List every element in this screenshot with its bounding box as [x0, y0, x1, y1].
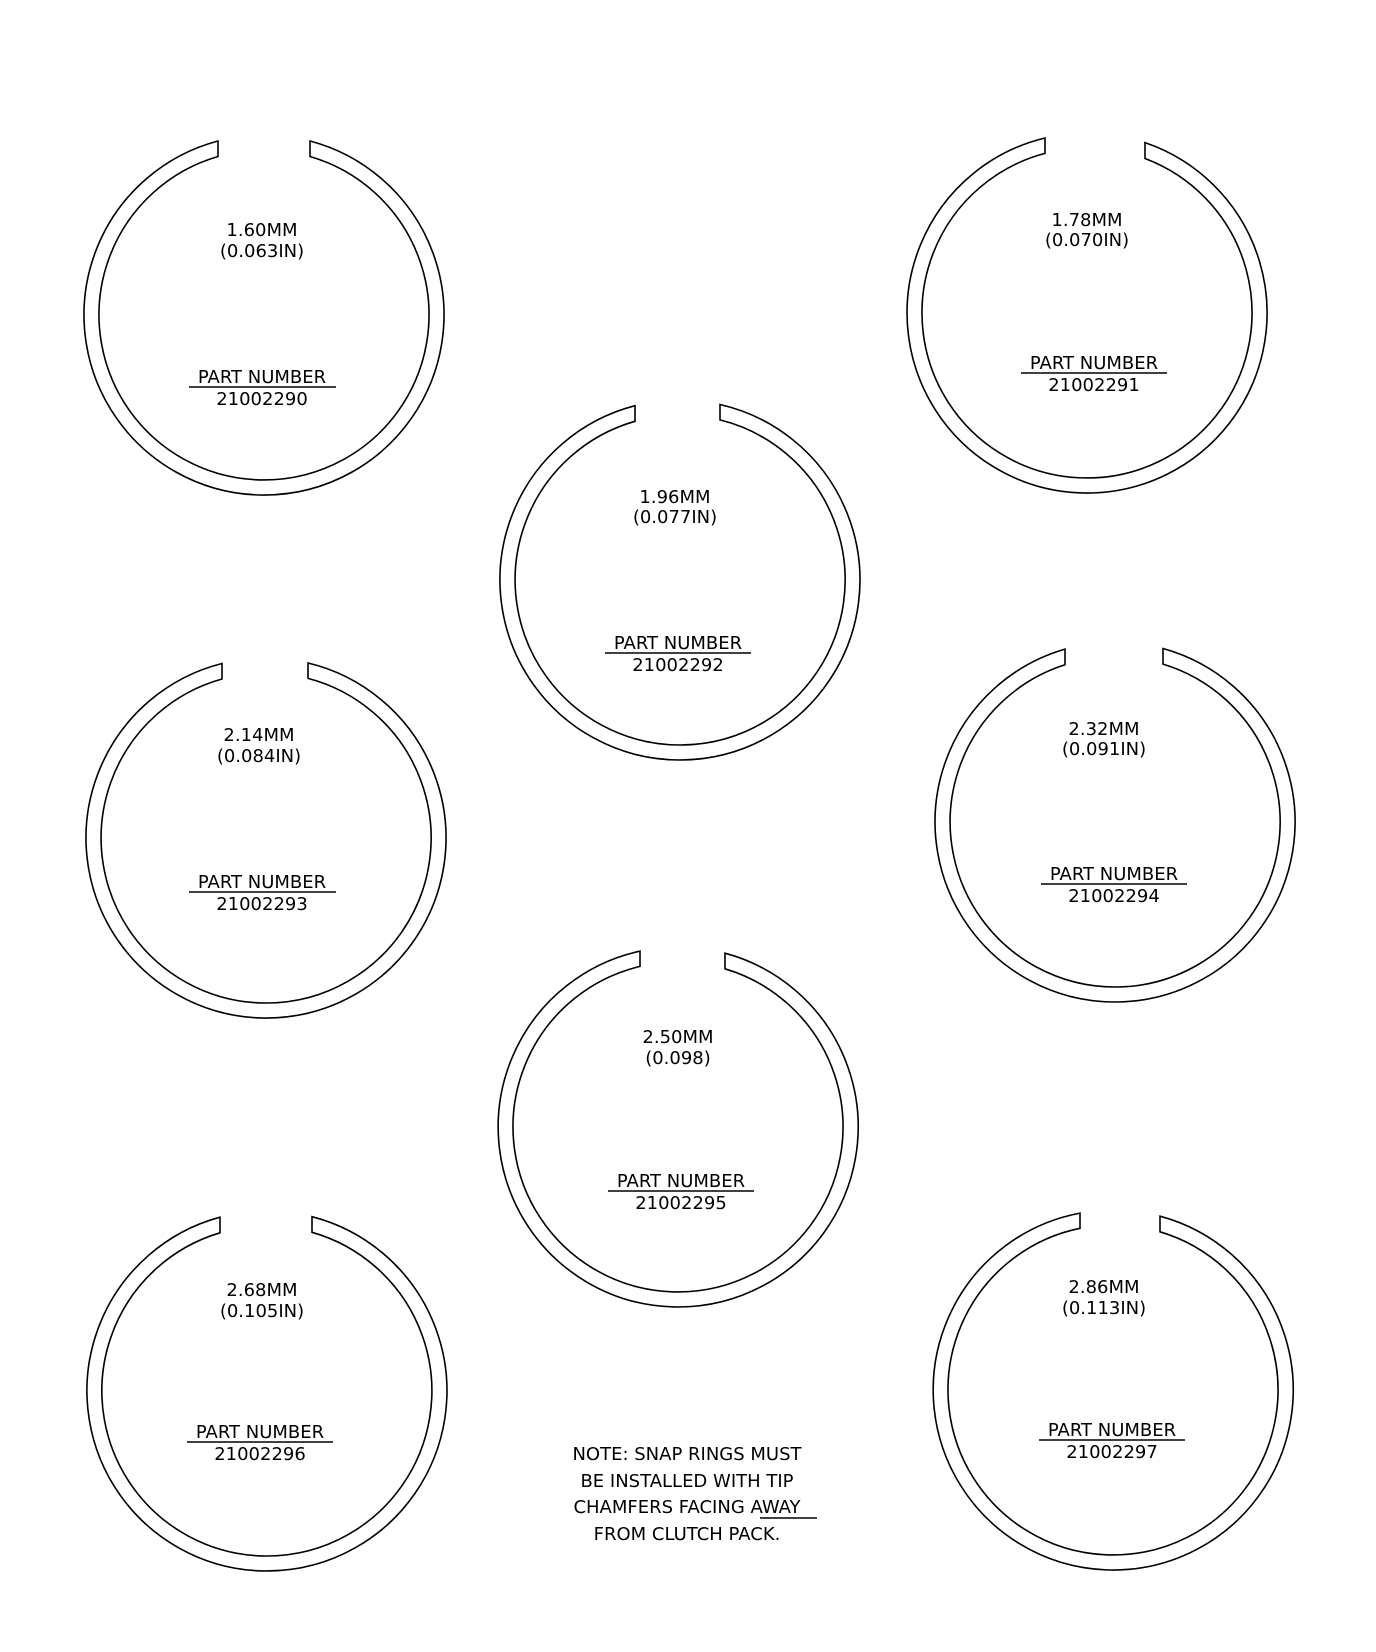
ring-outline	[84, 141, 444, 495]
part-number-label: PART NUMBER	[197, 872, 327, 893]
ring-thickness-mm: 1.78MM	[1051, 210, 1123, 231]
part-number-label: PART NUMBER	[197, 367, 327, 388]
ring-thickness-in: (0.105IN)	[219, 1301, 305, 1322]
ring-thickness-in: (0.098)	[645, 1048, 711, 1069]
installation-note	[572, 1444, 817, 1545]
part-number-label: PART NUMBER	[1029, 353, 1159, 374]
part-number: 21002295	[635, 1193, 727, 1214]
ring-thickness-mm: 2.50MM	[642, 1027, 714, 1048]
ring-thickness-mm: 2.86MM	[1068, 1277, 1140, 1298]
ring-outline	[86, 663, 446, 1018]
ring-thickness-in: (0.084IN)	[216, 746, 302, 767]
ring-outline	[500, 405, 860, 760]
note-line: NOTE: SNAP RINGS MUST	[572, 1444, 802, 1465]
ring-thickness-in: (0.077IN)	[632, 507, 718, 528]
ring-outline	[935, 649, 1295, 1002]
ring-thickness-mm: 2.68MM	[226, 1280, 298, 1301]
note-line: CHAMFERS FACING AWAY	[573, 1497, 801, 1518]
ring-thickness-mm: 1.96MM	[639, 487, 711, 508]
ring-thickness-in: (0.113IN)	[1061, 1298, 1147, 1319]
part-number: 21002297	[1066, 1442, 1158, 1463]
note-line: FROM CLUTCH PACK.	[593, 1524, 781, 1545]
ring-thickness-in: (0.070IN)	[1044, 230, 1130, 251]
ring-outline	[498, 951, 858, 1307]
ring-thickness-mm: 2.14MM	[223, 725, 295, 746]
part-number: 21002292	[632, 655, 724, 676]
snap-ring-21002297	[933, 1213, 1293, 1570]
snap-ring-21002295	[498, 951, 858, 1307]
snap-ring-21002292	[500, 405, 860, 760]
part-number-label: PART NUMBER	[1049, 864, 1179, 885]
snap-ring-21002296	[87, 1217, 447, 1571]
ring-thickness-in: (0.063IN)	[219, 241, 305, 262]
part-number-label: PART NUMBER	[195, 1422, 325, 1443]
part-number: 21002294	[1068, 886, 1160, 907]
snap-ring-21002291	[907, 138, 1267, 493]
snap-ring-21002290	[84, 141, 444, 495]
ring-outline	[87, 1217, 447, 1571]
note-line: BE INSTALLED WITH TIP	[580, 1471, 794, 1492]
ring-outline	[907, 138, 1267, 493]
part-number: 21002296	[214, 1444, 306, 1465]
ring-thickness-mm: 1.60MM	[226, 220, 298, 241]
snap-ring-21002293	[86, 663, 446, 1018]
ring-thickness-in: (0.091IN)	[1061, 739, 1147, 760]
snap-ring-21002294	[935, 649, 1295, 1002]
part-number: 21002291	[1048, 375, 1140, 396]
part-number: 21002290	[216, 389, 308, 410]
ring-outline	[933, 1213, 1293, 1570]
part-number-label: PART NUMBER	[616, 1171, 746, 1192]
part-number: 21002293	[216, 894, 308, 915]
ring-thickness-mm: 2.32MM	[1068, 719, 1140, 740]
part-number-label: PART NUMBER	[613, 633, 743, 654]
part-number-label: PART NUMBER	[1047, 1420, 1177, 1441]
